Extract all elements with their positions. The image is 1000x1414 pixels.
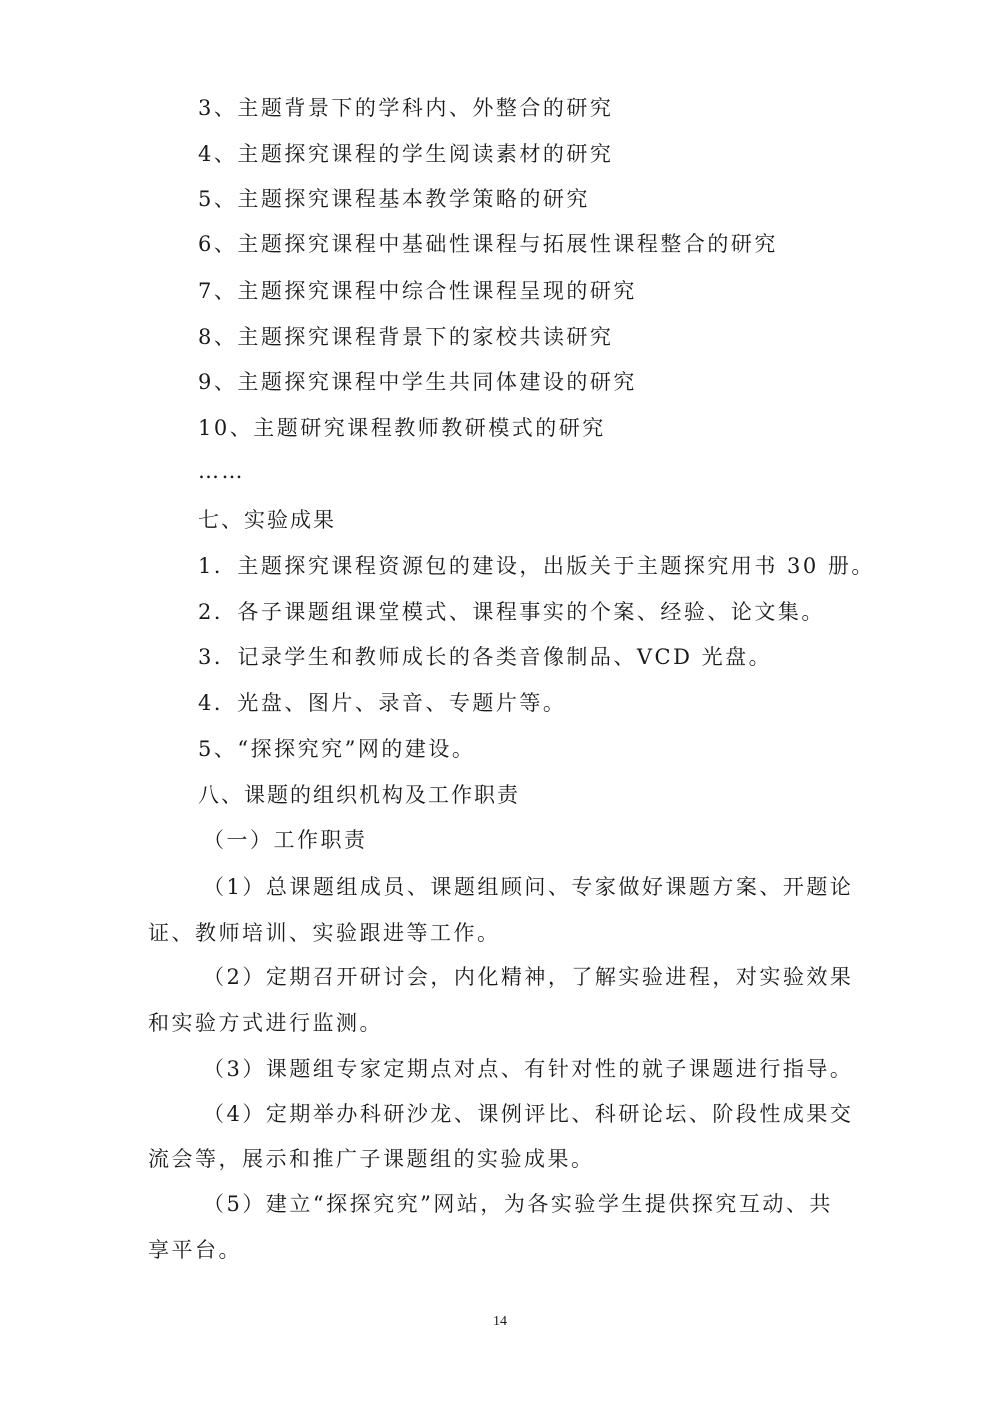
duty-line: （4）定期举办科研沙龙、课例评比、科研论坛、阶段性成果交 (203, 1102, 854, 1126)
subheading-duties: （一）工作职责 (203, 828, 368, 852)
duty-line-continued: 享平台。 (148, 1238, 242, 1262)
section-heading-organization: 八、课题的组织机构及工作职责 (198, 783, 520, 807)
duty-line-continued: 和实验方式进行监测。 (148, 1011, 383, 1035)
research-item: 3、主题背景下的学科内、外整合的研究 (198, 96, 614, 120)
duty-line: （5）建立“探探究究”网站，为各实验学生提供探究互动、共 (203, 1192, 833, 1216)
result-item: 3．记录学生和教师成长的各类音像制品、VCD 光盘。 (198, 645, 773, 669)
research-item: 6、主题探究课程中基础性课程与拓展性课程整合的研究 (198, 232, 778, 256)
research-item: 7、主题探究课程中综合性课程呈现的研究 (198, 279, 637, 303)
ellipsis: …… (198, 459, 245, 483)
research-item: 4、主题探究课程的学生阅读素材的研究 (198, 142, 614, 166)
research-item: 9、主题探究课程中学生共同体建设的研究 (198, 370, 637, 394)
page-number: 14 (493, 1314, 507, 1329)
duty-line: （1）总课题组成员、课题组顾问、专家做好课题方案、开题论 (203, 875, 854, 899)
research-item: 10、主题研究课程教师教研模式的研究 (198, 416, 606, 440)
result-item: 2．各子课题组课堂模式、课程事实的个案、经验、论文集。 (198, 600, 825, 624)
research-item: 5、主题探究课程基本教学策略的研究 (198, 187, 590, 211)
result-item: 4．光盘、图片、录音、专题片等。 (198, 691, 567, 715)
duty-line-continued: 证、教师培训、实验跟进等工作。 (148, 921, 501, 945)
result-item: 5、“探探究究”网的建设。 (198, 737, 476, 761)
result-item: 1．主题探究课程资源包的建设，出版关于主题探究用书 30 册。 (198, 554, 875, 578)
research-item: 8、主题探究课程背景下的家校共读研究 (198, 325, 614, 349)
duty-line: （3）课题组专家定期点对点、有针对性的就子课题进行指导。 (203, 1057, 854, 1081)
section-heading-results: 七、实验成果 (198, 508, 336, 532)
duty-line-continued: 流会等，展示和推广子课题组的实验成果。 (148, 1147, 595, 1171)
duty-line: （2）定期召开研讨会，内化精神，了解实验进程，对实验效果 (203, 965, 854, 989)
